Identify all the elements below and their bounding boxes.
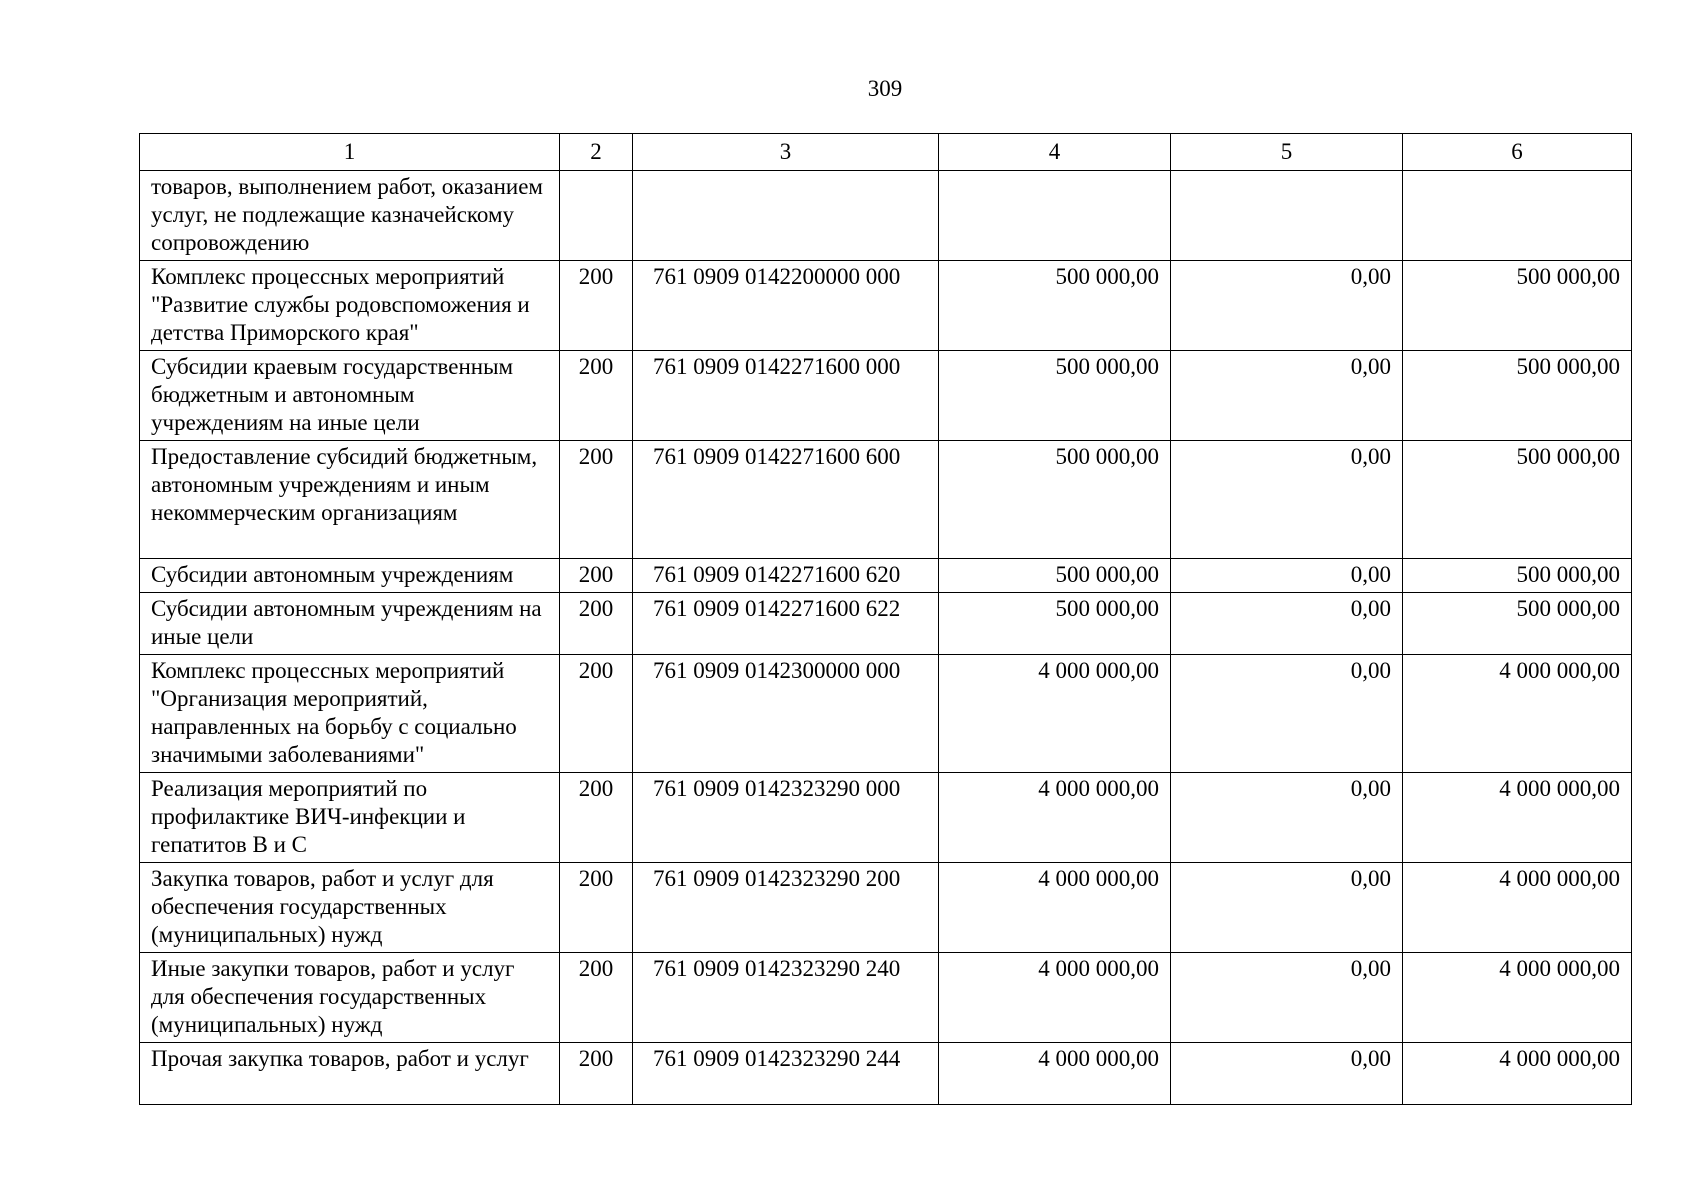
row-col5-cell: 0,00 xyxy=(1171,863,1403,953)
row-col6-cell: 500 000,00 xyxy=(1403,559,1632,593)
row-col5-cell: 0,00 xyxy=(1171,351,1403,441)
row-col6-cell xyxy=(1403,171,1632,261)
row-name-cell: Субсидии автономным учреждениям на иные цели xyxy=(140,593,560,655)
row-col5-cell: 0,00 xyxy=(1171,655,1403,773)
row-name-cell: Прочая закупка товаров, работ и услуг xyxy=(140,1043,560,1105)
row-code-cell xyxy=(560,171,633,261)
row-kbk-cell: 761 0909 0142271600 622 xyxy=(633,593,939,655)
table-row xyxy=(140,863,1632,953)
row-code-cell: 200 xyxy=(560,953,633,1043)
table-row xyxy=(140,953,1632,1043)
row-code-cell: 200 xyxy=(560,773,633,863)
row-kbk-cell: 761 0909 0142323290 244 xyxy=(633,1043,939,1105)
row-name-cell: Реализация мероприятий по профилактике ВИЧ-инфекции и гепатитов B и C xyxy=(140,773,560,863)
page-number: 309 xyxy=(867,76,903,101)
row-col5-cell: 0,00 xyxy=(1171,593,1403,655)
row-code-cell: 200 xyxy=(560,351,633,441)
row-col5-cell: 0,00 xyxy=(1171,559,1403,593)
row-col4-cell xyxy=(939,171,1171,261)
row-col6-cell: 4 000 000,00 xyxy=(1403,953,1632,1043)
row-col6-cell: 500 000,00 xyxy=(1403,261,1632,351)
row-kbk-cell: 761 0909 0142323290 000 xyxy=(633,773,939,863)
row-col4-cell: 4 000 000,00 xyxy=(939,655,1171,773)
row-col4-cell: 4 000 000,00 xyxy=(939,953,1171,1043)
column-number-1: 1 xyxy=(140,134,560,171)
row-col6-cell: 4 000 000,00 xyxy=(1403,655,1632,773)
row-col4-cell: 500 000,00 xyxy=(939,441,1171,559)
table-row xyxy=(140,171,1632,261)
table-row xyxy=(140,261,1632,351)
row-col4-cell: 4 000 000,00 xyxy=(939,773,1171,863)
row-name-cell: Комплекс процессных мероприятий "Организация мероприятий, направленных на борьбу с социально значимыми заболеваниями" xyxy=(140,655,560,773)
row-kbk-cell: 761 0909 0142300000 000 xyxy=(633,655,939,773)
table-row xyxy=(140,773,1632,863)
column-number-4: 4 xyxy=(939,134,1171,171)
row-name-cell: Иные закупки товаров, работ и услуг для обеспечения государственных (муниципальных) нужд xyxy=(140,953,560,1043)
row-code-cell: 200 xyxy=(560,261,633,351)
row-code-cell: 200 xyxy=(560,1043,633,1105)
row-kbk-cell: 761 0909 0142271600 620 xyxy=(633,559,939,593)
row-col6-cell: 500 000,00 xyxy=(1403,441,1632,559)
table-row xyxy=(140,441,1632,559)
row-code-cell: 200 xyxy=(560,863,633,953)
row-kbk-cell xyxy=(633,171,939,261)
column-number-3: 3 xyxy=(633,134,939,171)
row-col6-cell: 4 000 000,00 xyxy=(1403,773,1632,863)
row-col5-cell: 0,00 xyxy=(1171,441,1403,559)
table-row xyxy=(140,1043,1632,1105)
row-name-cell: Предоставление субсидий бюджетным, автономным учреждениям и иным некоммерческим организациям xyxy=(140,441,560,559)
row-kbk-cell: 761 0909 0142271600 600 xyxy=(633,441,939,559)
row-code-cell: 200 xyxy=(560,441,633,559)
row-code-cell: 200 xyxy=(560,559,633,593)
row-col5-cell: 0,00 xyxy=(1171,953,1403,1043)
column-number-6: 6 xyxy=(1403,134,1632,171)
column-number-5: 5 xyxy=(1171,134,1403,171)
row-col4-cell: 4 000 000,00 xyxy=(939,863,1171,953)
table-row xyxy=(140,559,1632,593)
row-col4-cell: 4 000 000,00 xyxy=(939,1043,1171,1105)
row-col4-cell: 500 000,00 xyxy=(939,559,1171,593)
row-col5-cell: 0,00 xyxy=(1171,1043,1403,1105)
row-col6-cell: 500 000,00 xyxy=(1403,351,1632,441)
row-name-cell: Субсидии автономным учреждениям xyxy=(140,559,560,593)
column-number-row xyxy=(140,134,1632,171)
row-code-cell: 200 xyxy=(560,593,633,655)
row-col6-cell: 4 000 000,00 xyxy=(1403,863,1632,953)
table-row xyxy=(140,351,1632,441)
column-number-2: 2 xyxy=(560,134,633,171)
table-row xyxy=(140,655,1632,773)
row-col5-cell: 0,00 xyxy=(1171,773,1403,863)
row-kbk-cell: 761 0909 0142271600 000 xyxy=(633,351,939,441)
row-name-cell: Субсидии краевым государственным бюджетным и автономным учреждениям на иные цели xyxy=(140,351,560,441)
row-code-cell: 200 xyxy=(560,655,633,773)
row-kbk-cell: 761 0909 0142323290 240 xyxy=(633,953,939,1043)
row-col5-cell: 0,00 xyxy=(1171,261,1403,351)
row-col4-cell: 500 000,00 xyxy=(939,261,1171,351)
row-col6-cell: 500 000,00 xyxy=(1403,593,1632,655)
row-col6-cell: 4 000 000,00 xyxy=(1403,1043,1632,1105)
row-col4-cell: 500 000,00 xyxy=(939,593,1171,655)
row-kbk-cell: 761 0909 0142323290 200 xyxy=(633,863,939,953)
row-name-cell: товаров, выполнением работ, оказанием услуг, не подлежащие казначейскому сопровождению xyxy=(140,171,560,261)
row-name-cell: Комплекс процессных мероприятий "Развитие службы родовспоможения и детства Приморского края" xyxy=(140,261,560,351)
row-name-cell: Закупка товаров, работ и услуг для обеспечения государственных (муниципальных) нужд xyxy=(140,863,560,953)
row-kbk-cell: 761 0909 0142200000 000 xyxy=(633,261,939,351)
row-col4-cell: 500 000,00 xyxy=(939,351,1171,441)
row-col5-cell xyxy=(1171,171,1403,261)
table-row xyxy=(140,593,1632,655)
budget-table xyxy=(139,133,1632,1105)
